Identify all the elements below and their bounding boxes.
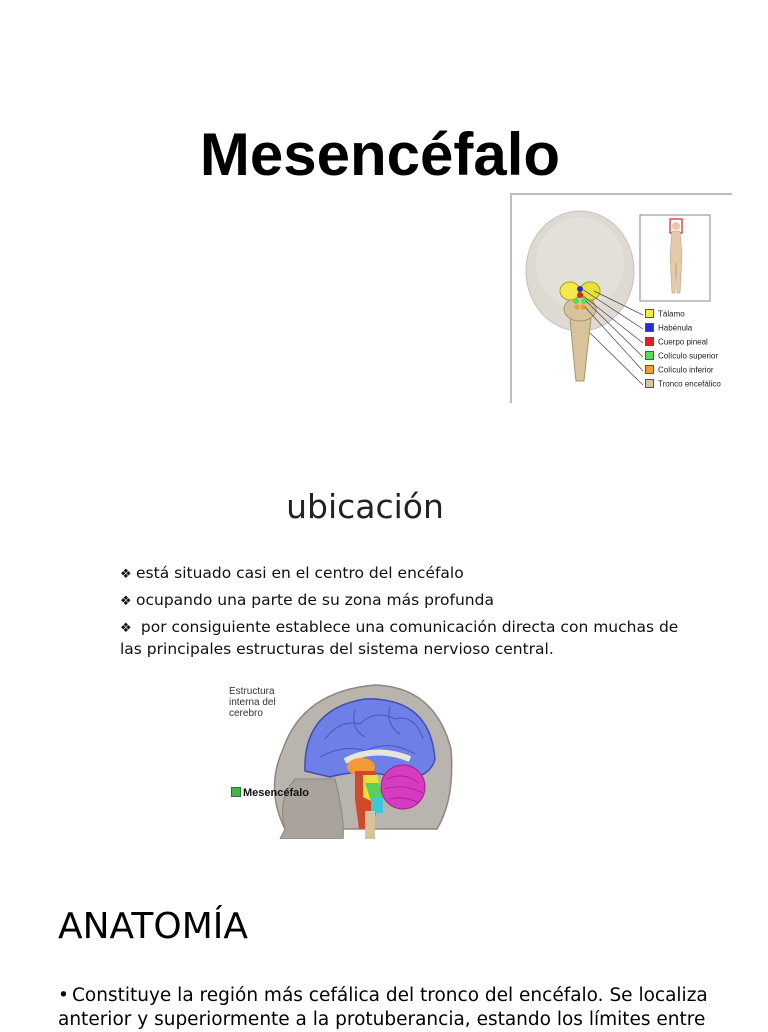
bullet-item (120, 564, 464, 582)
legend-swatch (645, 337, 654, 346)
diamond-bullet-icon: ❖ (120, 621, 132, 636)
section-heading-anatomia: ANATOMÍA (58, 906, 249, 947)
brainstem-figure (510, 193, 732, 403)
mesencefalo-label-text: Mesencéfalo (243, 787, 310, 799)
legend-swatch (645, 365, 654, 374)
figure-caption: Estructura interna del cerebro (229, 686, 276, 719)
diamond-bullet-icon: ❖ (120, 594, 132, 609)
legend-swatch (645, 309, 654, 318)
bullet-item (120, 617, 680, 660)
bullet-dot-icon: • (58, 985, 69, 1006)
legend-item-tronco-encefalico (645, 379, 721, 391)
legend-label: Colículo inferior (658, 365, 714, 375)
legend-label: Tronco encefálico (658, 379, 721, 389)
green-square-icon (231, 787, 241, 797)
legend-item-talamo (645, 309, 685, 321)
legend-item-cuerpo-pineal (645, 337, 708, 349)
bullet-text: está situado casi en el centro del encéfalo (136, 564, 464, 582)
paragraph-text: Constituye la región más cefálica del tronco del encéfalo. Se localiza anterior y superiormente a la protuberancia, estando los límites entre (58, 985, 708, 1030)
bullet-item (120, 591, 494, 609)
legend-swatch (645, 351, 654, 360)
anatomy-paragraph (58, 984, 748, 1032)
legend-label: Tálamo (658, 309, 685, 319)
mesencefalo-label (231, 787, 309, 799)
legend-label: Cuerpo pineal (658, 337, 708, 347)
legend-label: Habénula (658, 323, 693, 333)
legend-swatch (645, 379, 654, 388)
bullet-text: por consiguiente establece una comunicación directa con muchas de las principales estructuras del sistema nervioso central. (120, 618, 679, 658)
bullet-text: ocupando una parte de su zona más profunda (136, 591, 494, 609)
section-heading-ubicacion: ubicación (286, 487, 444, 526)
legend-item-coliculo-inferior (645, 365, 714, 377)
legend-swatch (645, 323, 654, 332)
slide-title: Mesencéfalo (199, 121, 561, 188)
legend-label: Colículo superior (658, 351, 719, 361)
legend-item-coliculo-superior (645, 351, 718, 363)
diamond-bullet-icon: ❖ (120, 567, 132, 582)
legend-item-habenula (645, 323, 692, 335)
